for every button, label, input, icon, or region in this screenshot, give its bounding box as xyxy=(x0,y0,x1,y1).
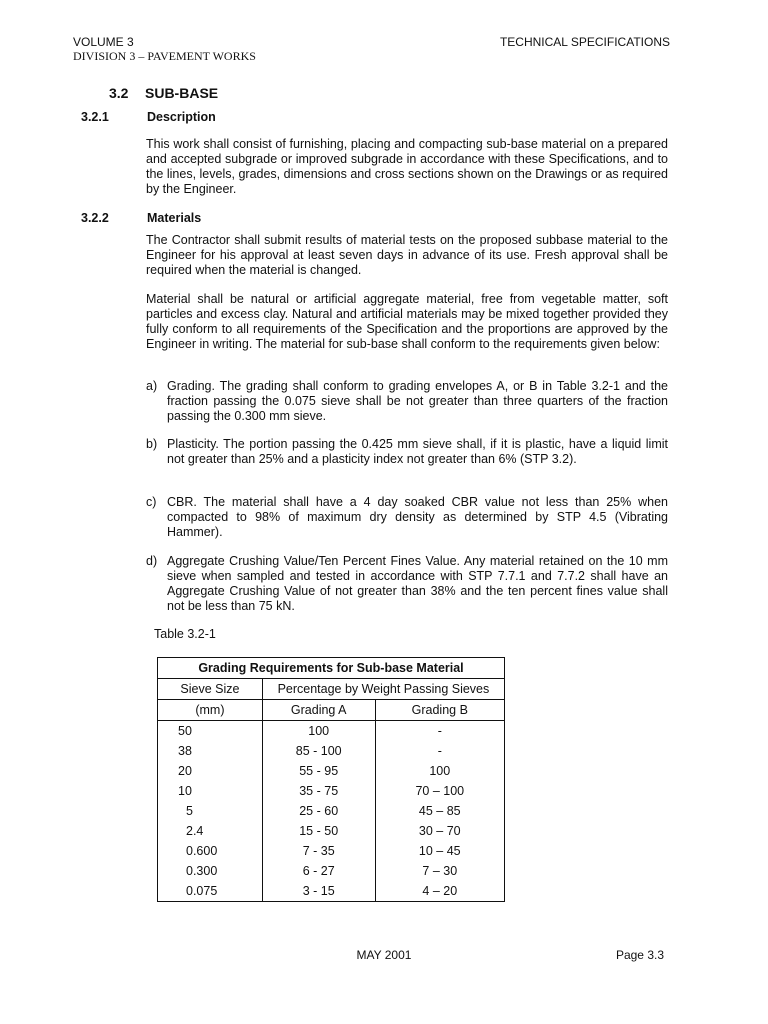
section-number: 3.2 xyxy=(109,85,129,101)
grading-b-cell: 45 – 85 xyxy=(375,801,504,821)
header-left xyxy=(73,35,256,63)
sieve-cell: 0.600 xyxy=(158,841,263,861)
list-item xyxy=(146,437,668,467)
footer-page-number: Page 3.3 xyxy=(615,948,664,962)
grading-b-cell: 7 – 30 xyxy=(375,861,504,881)
table-title: Grading Requirements for Sub-base Material xyxy=(158,658,505,679)
table-row xyxy=(158,761,505,781)
table-row xyxy=(158,741,505,761)
percentage-header: Percentage by Weight Passing Sieves xyxy=(262,679,504,700)
sieve-cell: 20 xyxy=(158,761,263,781)
volume-label: VOLUME 3 xyxy=(73,35,134,49)
grading-table xyxy=(157,657,505,902)
subsection-title: Materials xyxy=(147,211,202,225)
table-row xyxy=(158,721,505,742)
subsection-number: 3.2.1 xyxy=(81,110,109,124)
sieve-unit-header: (mm) xyxy=(158,700,263,721)
grading-b-cell: - xyxy=(375,741,504,761)
grading-b-cell: 100 xyxy=(375,761,504,781)
materials-paragraph-1: The Contractor shall submit results of material tests on the proposed subbase material to the Engineer for his approval at least seven days in advance of its use. Fresh approval shall be required when the material is changed. xyxy=(146,233,668,277)
sieve-cell: 2.4 xyxy=(158,821,263,841)
grading-b-cell: 70 – 100 xyxy=(375,781,504,801)
grading-a-cell: 55 - 95 xyxy=(262,761,375,781)
list-item-letter: a) xyxy=(146,379,158,393)
header-right: TECHNICAL SPECIFICATIONS xyxy=(499,35,670,49)
table-row xyxy=(158,881,505,902)
materials-paragraph-2: Material shall be natural or artificial aggregate material, free from vegetable matter, soft particles and excess clay. Natural and artificial materials may be mixed together provided they fully conform to all requirements of the Specification and the proportions are approved by the Engineer in writing. The material for sub-base shall conform to the requirements given below: xyxy=(146,292,668,351)
table-row xyxy=(158,821,505,841)
grading-a-cell: 35 - 75 xyxy=(262,781,375,801)
grading-a-cell: 25 - 60 xyxy=(262,801,375,821)
grading-a-header: Grading A xyxy=(262,700,375,721)
subsection-number: 3.2.2 xyxy=(81,211,109,225)
list-item xyxy=(146,495,668,540)
sieve-cell: 5 xyxy=(158,801,263,821)
table-row xyxy=(158,781,505,801)
grading-b-cell: 4 – 20 xyxy=(375,881,504,902)
grading-b-header: Grading B xyxy=(375,700,504,721)
table-caption: Table 3.2-1 xyxy=(154,627,216,641)
footer-date: MAY 2001 xyxy=(356,948,412,962)
subsection-description-heading xyxy=(81,110,216,124)
grading-a-cell: 100 xyxy=(262,721,375,742)
grading-a-cell: 3 - 15 xyxy=(262,881,375,902)
list-item xyxy=(146,554,668,614)
grading-b-cell: 10 – 45 xyxy=(375,841,504,861)
grading-a-cell: 7 - 35 xyxy=(262,841,375,861)
grading-a-cell: 85 - 100 xyxy=(262,741,375,761)
description-paragraph: This work shall consist of furnishing, placing and compacting sub-base material on a prepared and accepted subgrade or improved subgrade in accordance with these Specifications, and to the lines, levels, grades, dimensions and cross sections shown on the Drawings or as required by the Engineer. xyxy=(146,137,668,196)
list-item-text: CBR. The material shall have a 4 day soaked CBR value not less than 25% when compacted to 98% of maximum dry density as determined by STP 4.5 (Vibrating Hammer). xyxy=(167,495,668,539)
list-item-letter: c) xyxy=(146,495,157,509)
sieve-cell: 50 xyxy=(158,721,263,742)
section-title xyxy=(109,85,218,101)
subsection-title: Description xyxy=(147,110,216,124)
grading-a-cell: 6 - 27 xyxy=(262,861,375,881)
sieve-size-header: Sieve Size xyxy=(158,679,263,700)
sieve-cell: 10 xyxy=(158,781,263,801)
division-label: DIVISION 3 – PAVEMENT WORKS xyxy=(73,49,256,63)
sieve-cell: 0.300 xyxy=(158,861,263,881)
table-row xyxy=(158,801,505,821)
list-item-letter: b) xyxy=(146,437,158,451)
grading-b-cell: - xyxy=(375,721,504,742)
list-item-text: Plasticity. The portion passing the 0.425 mm sieve shall, if it is plastic, have a liquid limit not greater than 25% and a plasticity index not greater than 6% (STP 3.2). xyxy=(167,437,668,466)
grading-a-cell: 15 - 50 xyxy=(262,821,375,841)
table-row xyxy=(158,841,505,861)
list-item-text: Aggregate Crushing Value/Ten Percent Fines Value. Any material retained on the 10 mm sieve when sampled and tested in accordance with STP 7.7.1 and 7.7.2 shall have an Aggregate Crushing Value of not greater than 38% and the ten percent fines value shall not be less than 75 kN. xyxy=(167,554,668,613)
list-item-text: Grading. The grading shall conform to grading envelopes A, or B in Table 3.2-1 and the fraction passing the 0.075 sieve shall be not greater than three quarters of the fraction passing the 0.300 mm sieve. xyxy=(167,379,668,423)
grading-b-cell: 30 – 70 xyxy=(375,821,504,841)
sieve-cell: 0.075 xyxy=(158,881,263,902)
list-item xyxy=(146,379,668,424)
subsection-materials-heading xyxy=(81,211,201,225)
list-item-letter: d) xyxy=(146,554,158,568)
table-row xyxy=(158,861,505,881)
section-heading: SUB-BASE xyxy=(145,85,219,101)
sieve-cell: 38 xyxy=(158,741,263,761)
